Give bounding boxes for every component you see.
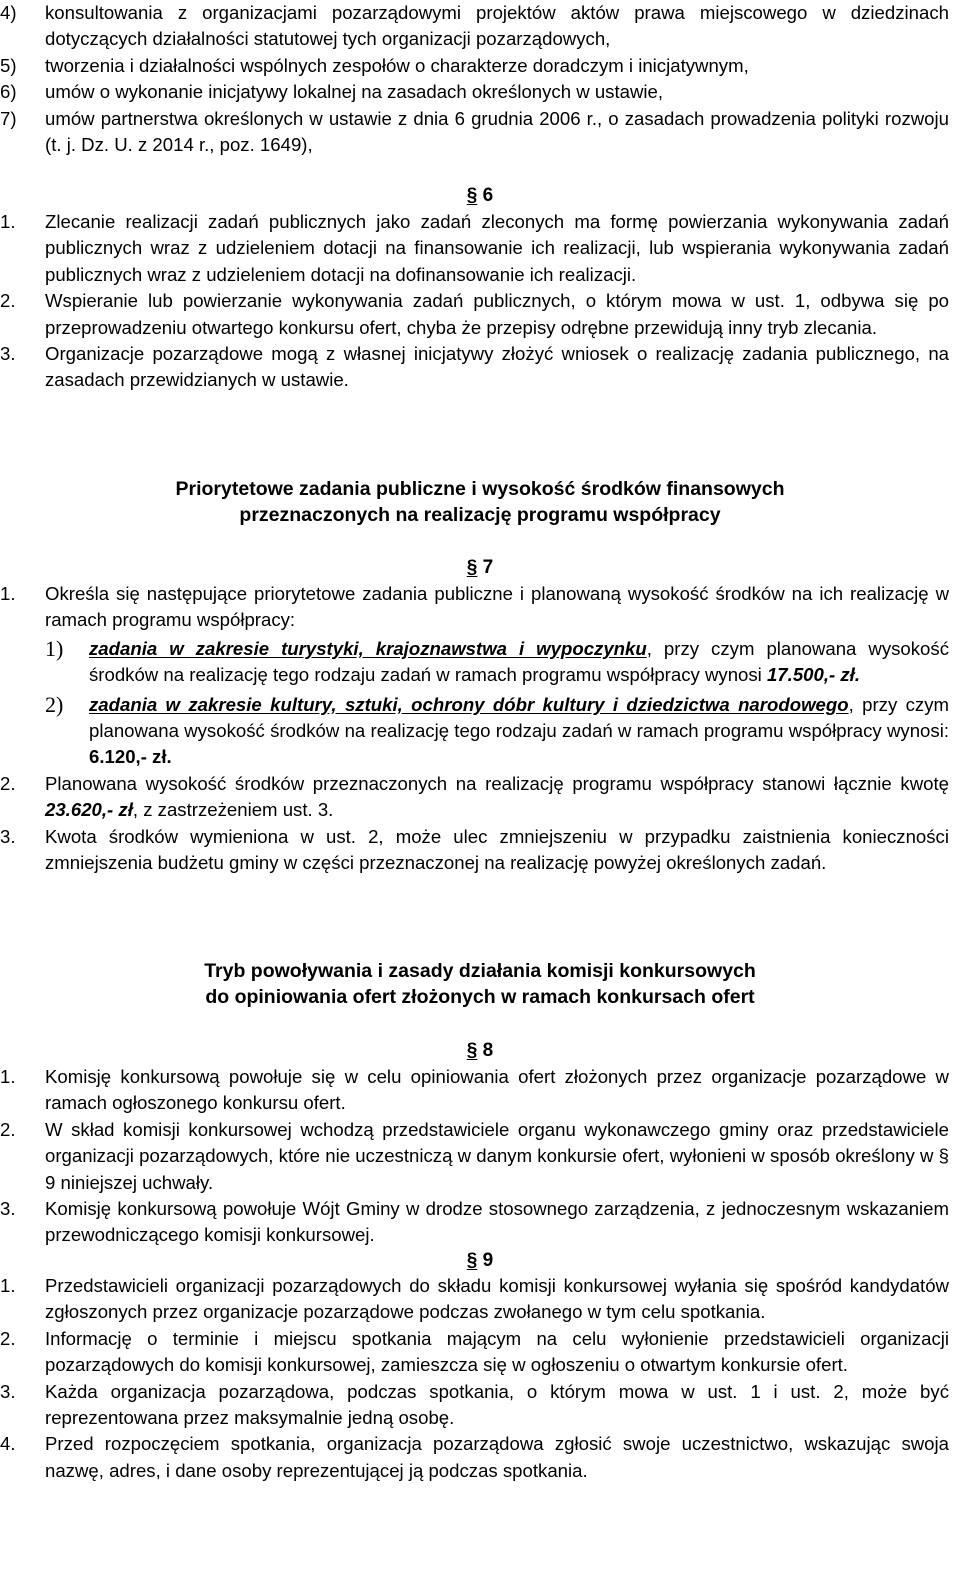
list-item: [0, 581, 960, 634]
list-item: [0, 1326, 960, 1379]
item-number: 3.: [0, 1198, 16, 1220]
item-number: 3.: [0, 343, 16, 365]
item-text: umów o wykonanie inicjatywy lokalnej na zasadach określonych w ustawie,: [45, 81, 664, 103]
item-number: 7): [0, 107, 17, 129]
item-number: 4.: [0, 1433, 16, 1455]
item-text: Informację o terminie i miejscu spotkania mającym na celu wyłonienie przedstawicieli organizacji pozarządowych do komisji konkursowej, zamieszcza się w ogłoszeniu o otwartym konkursie ofert.: [45, 1327, 949, 1376]
item-text: Przedstawicieli organizacji pozarządowych do składu komisji konkursowej wyłania się spośród kandydatów zgłoszonych przez organizacje pozarządowe podczas zwołanego w tym celu spotkania.: [45, 1275, 949, 1323]
list-item: [0, 209, 960, 288]
section-7-marker: [0, 555, 960, 581]
item-text: Kwota środków wymieniona w ust. 2, może ulec zmniejszeniu w przypadku zaistnienia konieczności zmniejszenia budżetu gminy w części przeznaczonej na realizację powyżej określonych zadań.: [45, 825, 949, 874]
heading-line: do opiniowania ofert złożonych w ramach konkursach ofert: [205, 986, 755, 1008]
item-text: Komisję konkursową powołuje się w celu opiniowania ofert złożonych przez organizacje pozarządowe w ramach ogłoszonego konkursu ofert.: [45, 1066, 949, 1114]
item-text: Zlecanie realizacji zadań publicznych jako zadań zleconych ma formę powierzania wykonywania zadań publicznych wraz z udzieleniem dotacji na finansowanie ich realizacji, lub wspierania wykonywania zadań publicznych wraz z udzieleniem dotacji na dofinansowanie ich realizacji.: [45, 211, 949, 285]
paragraph-sign: §: [466, 185, 478, 206]
section-8-list: [0, 1064, 960, 1249]
task-title: zadania w zakresie kultury, sztuki, ochrony dóbr kultury i dziedzictwa narodowego: [89, 693, 849, 715]
section-9-list: [0, 1273, 960, 1484]
item-number: 2.: [0, 1327, 16, 1349]
list-item: [0, 341, 960, 394]
paragraph-number: 9: [482, 1250, 494, 1271]
item-number: 2.: [0, 290, 16, 312]
item-number: 3.: [0, 1380, 16, 1402]
item-text: Określa się następujące priorytetowe zadania publiczne i planowaną wysokość środków na ich realizację w ramach programu współpracy:: [45, 583, 949, 631]
sub-item-number: 2): [45, 691, 64, 717]
paragraph-number: 6: [482, 185, 494, 206]
total-amount: 23.620,- zł: [45, 799, 133, 821]
item-number: 1.: [0, 583, 16, 604]
list-item: [0, 0, 960, 53]
task-amount: 6.120,- zł.: [89, 746, 172, 768]
sub-list-item: [0, 636, 960, 689]
item-text: tworzenia i działalności wspólnych zespołów o charakterze doradczym i inicjatywnym,: [45, 54, 749, 76]
list-item: [0, 53, 960, 79]
item-number: 1.: [0, 1275, 16, 1296]
list-item: [0, 288, 960, 341]
item-number: 1.: [0, 211, 16, 232]
task-text: , przy czym planowana wysokość środków na realizację tego rodzaju zadań w ramach programu współpracy wynosi: [89, 637, 949, 686]
item-number: 3.: [0, 825, 16, 847]
sub-list-item: [0, 692, 960, 771]
section-6-list: [0, 209, 960, 394]
section-heading-priorities: [0, 476, 960, 528]
task-title: zadania w zakresie turystyki, krajoznawstwa i wypoczynku: [89, 637, 647, 659]
task-text: , przy czym planowana wysokość środków na realizację tego rodzaju zadań w ramach programu współpracy wynosi:: [89, 693, 949, 742]
task-amount: 17.500,- zł.: [766, 664, 860, 686]
list-item: [0, 1117, 960, 1196]
item-number: 2.: [0, 1118, 16, 1140]
item-text: umów partnerstwa określonych w ustawie z dnia 6 grudnia 2006 r., o zasadach prowadzenia polityki rozwoju (t. j. Dz. U. z 2014 r., poz. 1649),: [45, 107, 949, 156]
item-text: konsultowania z organizacjami pozarządowymi projektów aktów prawa miejscowego w dziedzinach dotyczących działalności statutowej tych organizacji pozarządowych,: [45, 2, 949, 50]
list-item: [0, 79, 960, 105]
list-item: [0, 771, 960, 824]
paragraph-sign: §: [466, 557, 478, 578]
intro-list: [0, 0, 960, 158]
item-number: 2.: [0, 772, 16, 794]
item-number: 4): [0, 2, 17, 23]
item-text: Organizacje pozarządowe mogą z własnej inicjatywy złożyć wniosek o realizację zadania publicznego, na zasadach przewidzianych w ustawie.: [45, 343, 949, 391]
item-text: Każda organizacja pozarządowa, podczas spotkania, o którym mowa w ust. 1 i ust. 2, może być reprezentowana przez maksymalnie jedną osobę.: [45, 1380, 949, 1429]
item-text: Planowana wysokość środków przeznaczonych na realizację programu współpracy stanowi łącznie kwotę: [45, 772, 949, 794]
item-text: Wspieranie lub powierzanie wykonywania zadań publicznych, o którym mowa w ust. 1, odbywa się po przeprowadzeniu otwartego konkursu ofert, chyba że przepisy odrębne przewidują inny tryb zlecania.: [45, 290, 949, 338]
item-number: 6): [0, 81, 17, 103]
paragraph-sign: §: [466, 1040, 478, 1061]
list-item: [0, 1196, 960, 1249]
section-7-list: [0, 581, 960, 876]
section-6-marker: [0, 183, 960, 209]
section-9-marker: [0, 1248, 960, 1274]
heading-line: przeznaczonych na realizację programu współpracy: [239, 504, 721, 526]
item-number: 1.: [0, 1066, 16, 1087]
paragraph-number: 7: [482, 557, 494, 578]
item-text: , z zastrzeżeniem ust. 3.: [132, 799, 334, 821]
item-number: 5): [0, 54, 17, 76]
list-item: [0, 1431, 960, 1484]
list-item: [0, 1379, 960, 1432]
list-item: [0, 106, 960, 159]
paragraph-number: 8: [482, 1040, 494, 1061]
list-item: [0, 824, 960, 877]
item-text: W skład komisji konkursowej wchodzą przedstawiciele organu wykonawczego gminy oraz przedstawiciele organizacji pozarządowych, które nie uczestniczą w danym konkursie ofert, wyłonieni w sposób określony w § 9 niniejszej uchwały.: [45, 1118, 949, 1193]
heading-line: Priorytetowe zadania publiczne i wysokość środków finansowych: [175, 478, 785, 500]
list-item: [0, 1064, 960, 1117]
item-text: Komisję konkursową powołuje Wójt Gminy w drodze stosownego zarządzenia, z jednoczesnym wskazaniem przewodniczącego komisji konkursowej.: [45, 1198, 949, 1246]
list-item: [0, 1273, 960, 1326]
section-8-marker: [0, 1038, 960, 1064]
item-text: Przed rozpoczęciem spotkania, organizacja pozarządowa zgłosić swoje uczestnictwo, wskazując swoja nazwę, adres, i dane osoby reprezentującej ją podczas spotkania.: [45, 1433, 949, 1481]
section-heading-commissions: [0, 958, 960, 1010]
heading-line: Tryb powoływania i zasady działania komisji konkursowych: [204, 960, 756, 982]
paragraph-sign: §: [466, 1250, 478, 1271]
sub-item-number: 1): [45, 635, 64, 661]
